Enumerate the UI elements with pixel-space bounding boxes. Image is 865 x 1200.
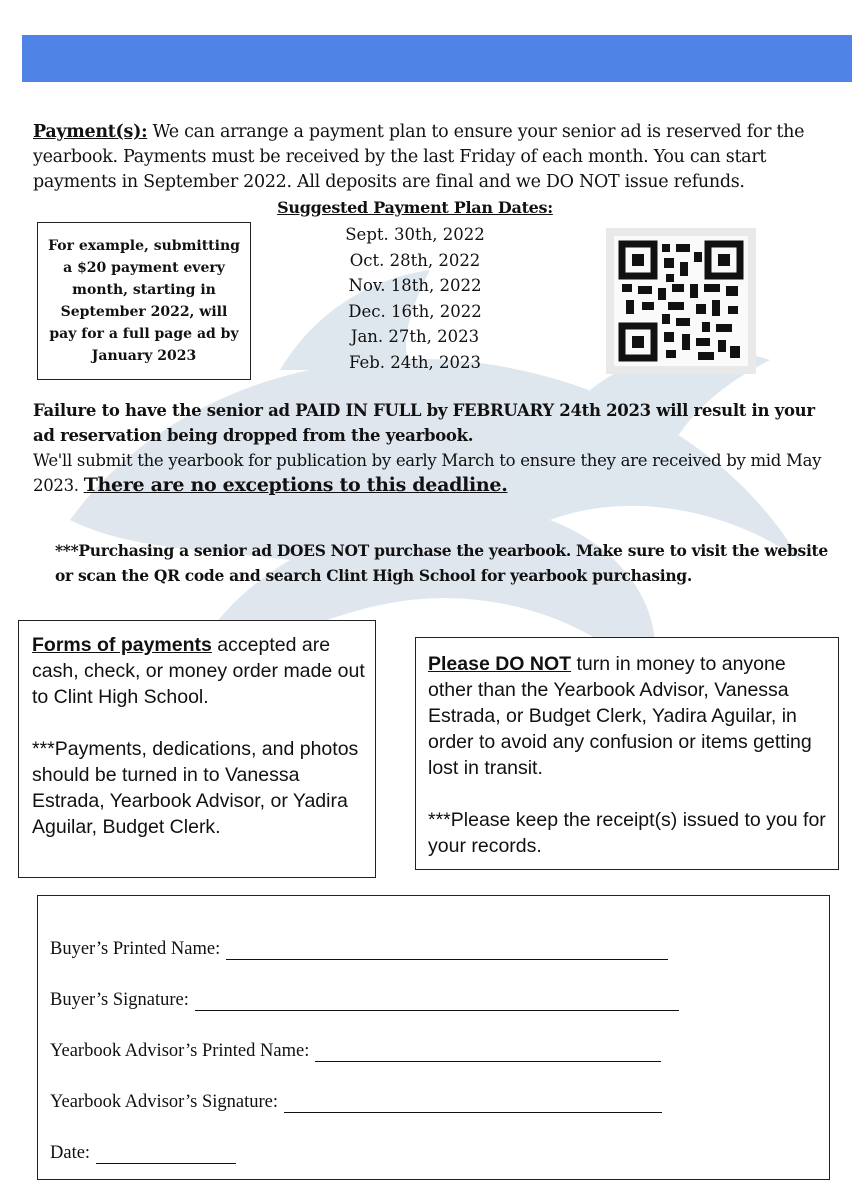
date-field[interactable] <box>96 1145 236 1164</box>
payment-intro <box>33 120 833 195</box>
signature-box <box>37 895 830 1180</box>
plan-date: Nov. 18th, 2022 <box>348 276 482 295</box>
payments-text: We can arrange a payment plan to ensure your senior ad is reserved for the yearbook. Payments must be received by the last Friday of each month. You can start payments in September 2022. All deposits are final and we DO NOT issue refunds. <box>33 122 805 192</box>
receipt-note: ***Please keep the receipt(s) issued to you for your records. <box>428 809 826 857</box>
plan-date: Dec. 16th, 2022 <box>348 301 482 321</box>
plan-date: Jan. 27th, 2023 <box>350 327 480 346</box>
payment-forms-note: ***Payments, dedications, and photos should be turned in to Vanessa Estrada, Yearbook Advisor, or Yadira Aguilar, Budget Clerk. <box>32 738 359 838</box>
date-row <box>50 1140 236 1164</box>
buyer-name-row <box>50 936 668 960</box>
payments-label: Payment(s): <box>33 122 148 142</box>
payment-forms-box <box>18 620 376 878</box>
deadline-text: There are no exceptions to this deadline. <box>83 474 508 496</box>
buyer-signature-field[interactable] <box>195 992 679 1011</box>
example-box <box>37 222 251 380</box>
do-not-paragraph <box>428 651 828 781</box>
advisor-name-field[interactable] <box>315 1043 661 1062</box>
payment-plan-title: Suggested Payment Plan Dates: <box>277 198 553 217</box>
buyer-signature-label: Buyer’s Signature: <box>50 990 189 1010</box>
yearbook-purchase-notice: ***Purchasing a senior ad DOES NOT purchase the yearbook. Make sure to visit the website or scan the QR code and search Clint High School for yearbook purchasing. <box>55 541 828 585</box>
advisor-signature-field[interactable] <box>284 1094 662 1113</box>
buyer-name-field[interactable] <box>226 941 668 960</box>
failure-notice <box>33 398 838 498</box>
buyer-name-label: Buyer’s Printed Name: <box>50 939 221 959</box>
do-not-text: turn in money to anyone other than the Yearbook Advisor, Vanessa Estrada, or Budget Clerk, Yadira Aguilar, in order to avoid any confusion or items getting lost in transit. <box>428 653 812 779</box>
do-not-box <box>415 637 839 870</box>
advisor-signature-row <box>50 1089 662 1113</box>
header-banner <box>22 35 852 82</box>
do-not-label: Please DO NOT <box>428 653 572 675</box>
plan-date: Sept. 30th, 2022 <box>345 225 485 244</box>
example-text: For example, submitting a $20 payment every month, starting in September 2022, will pay for a full page ad by January 2023 <box>48 238 240 364</box>
failure-warning: Failure to have the senior ad PAID IN FULL by FEBRUARY 24th 2023 will result in your ad reservation being dropped from the yearbook. <box>33 401 815 445</box>
payment-forms-paragraph <box>32 632 365 710</box>
plan-date: Oct. 28th, 2022 <box>349 250 481 270</box>
plan-date: Feb. 24th, 2023 <box>348 352 482 372</box>
advisor-signature-label: Yearbook Advisor’s Signature: <box>50 1092 278 1112</box>
payment-forms-label: Forms of payments <box>32 634 212 656</box>
advisor-name-label: Yearbook Advisor’s Printed Name: <box>50 1041 310 1061</box>
publication-text: We'll submit the yearbook for publication by early March to ensure they are received by mid May 2023. <box>33 451 822 495</box>
payment-forms-text: accepted are cash, check, or money order made out to Clint High School. <box>32 634 365 708</box>
advisor-name-row <box>50 1038 661 1062</box>
qr-code-icon <box>606 228 756 374</box>
payment-plan-dates <box>330 222 500 375</box>
date-label: Date: <box>50 1143 91 1163</box>
buyer-signature-row <box>50 987 679 1011</box>
